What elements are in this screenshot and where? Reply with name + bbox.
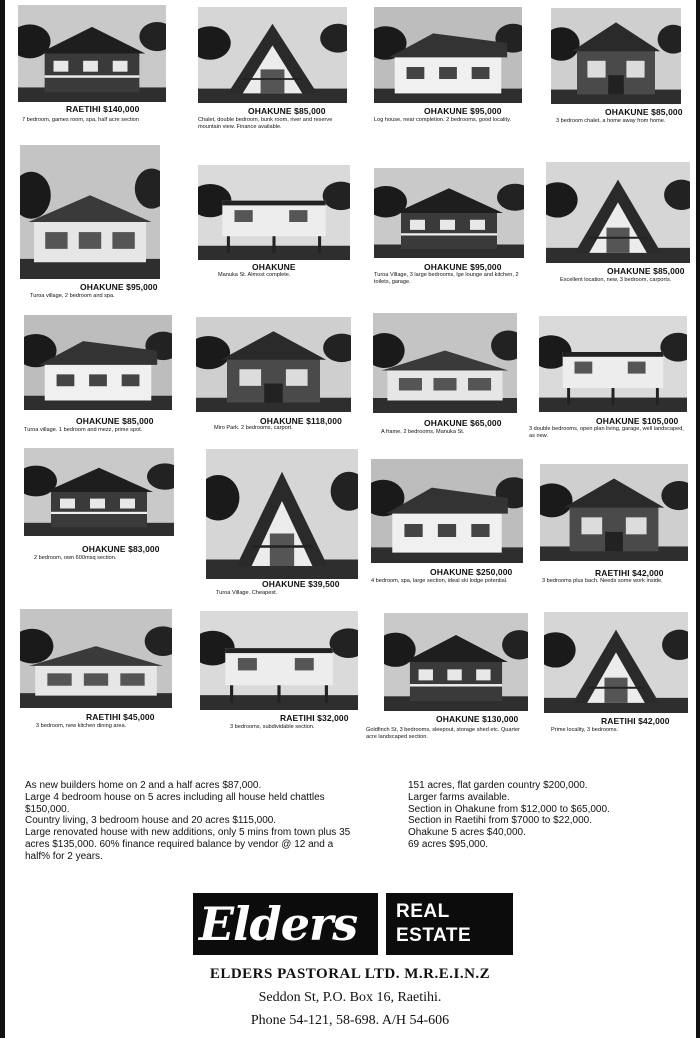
listing-description: Turoa Village, 3 large bedrooms, lge lounge and kitchen, 2 toilets, garage. (374, 272, 519, 286)
listing-description: Turoa village, 2 bedroom and spa. (30, 293, 115, 299)
summary-left (25, 780, 380, 863)
listing-title: OHAKUNE $130,000 (436, 714, 519, 724)
listing-title: OHAKUNE $85,000 (605, 107, 683, 117)
listing-description: 7 bedroom, games room, spa, half acre section (22, 117, 139, 123)
summary-line: Section in Raetihi from $7000 to $22,000. (408, 815, 593, 827)
summary-line: As new builders home on 2 and a half acres $87,000. (25, 780, 262, 791)
house-photo (20, 609, 172, 708)
summary-line: Country living, 3 bedroom house and 20 acres $115,000. (25, 815, 277, 827)
company-phone: Phone 54-121, 58-698. A/H 54-606 (250, 1013, 450, 1028)
summary-line: Ohakune 5 acres $40,000. (408, 827, 526, 839)
company-name: ELDERS PASTORAL LTD. M.R.E.I.N.Z (209, 966, 491, 982)
listing-title: OHAKUNE (252, 262, 296, 272)
listing-title: OHAKUNE $95,000 (424, 106, 502, 116)
house-photo (551, 8, 681, 104)
house-photo (540, 464, 688, 561)
summary-line: $150,000. (25, 803, 70, 815)
house-photo (198, 7, 347, 103)
page-border-right (696, 0, 700, 1038)
listing-description: 4 bedroom, spa, large section, ideal ski lodge potential. (371, 578, 508, 584)
listing-description: A frame, 2 bedrooms, Manuka St. (381, 429, 465, 435)
listing-description: 3 bedroom chalet, a home away from home. (556, 118, 666, 124)
listing-title: OHAKUNE $85,000 (607, 266, 685, 276)
house-photo (539, 316, 687, 412)
listing-title: OHAKUNE $65,000 (424, 418, 502, 428)
logo-word-panel (386, 893, 513, 955)
listing-description: 3 double bedrooms, open plan living, garage, well landscaped, as new. (529, 426, 684, 440)
house-photo (20, 145, 160, 279)
listing-description: 2 bedroom, own 600msq section. (34, 555, 117, 561)
listing-title: OHAKUNE $39,500 (262, 579, 340, 589)
house-photo (384, 613, 528, 711)
house-photo (196, 317, 351, 412)
listing-description: Turoa village. 1 bedroom and mezz, prime spot. (24, 427, 143, 433)
page-border-left (0, 0, 5, 1038)
listing-title: OHAKUNE $105,000 (596, 416, 679, 426)
summary-line: Large 4 bedroom house on 5 acres including all house held chattles (25, 791, 325, 803)
listing-description: Prime locality, 3 bedrooms. (551, 727, 619, 733)
house-photo (198, 165, 350, 260)
house-photo (374, 7, 522, 103)
house-photo (18, 5, 166, 102)
summary-line: acres $135,000. 60% finance required balance by vendor @ 12 and a (25, 838, 334, 850)
logo-script-text: Elders (199, 897, 358, 951)
house-photo (24, 448, 174, 536)
summary-line: Larger farms available. (408, 791, 510, 803)
house-photo (373, 313, 517, 413)
house-photo (371, 459, 523, 563)
logo-word-estate: ESTATE (396, 925, 472, 946)
listing-description: 3 bedrooms plus bach. Needs some work inside. (542, 578, 663, 584)
listing-title: RAETIHI $140,000 (66, 104, 140, 114)
listing-title: RAETIHI $45,000 (86, 712, 155, 722)
logo-word-real: REAL (396, 901, 450, 922)
listing-title: OHAKUNE $85,000 (76, 416, 154, 426)
listing-description: Log house, near completion. 2 bedrooms, good locality. (374, 117, 512, 123)
house-photo (546, 162, 690, 263)
listing-description: Manuka St. Almost complete. (218, 272, 291, 278)
listing-description: 3 bedroom, new kitchen dining area. (36, 723, 127, 729)
listing-description: Chalet, double bedroom, bunk room, river and reserve mountain view. Finance available. (198, 117, 333, 131)
listing-description: 3 bedrooms, subdividable section. (230, 724, 315, 730)
house-photo (206, 449, 358, 579)
elders-logo (193, 893, 513, 955)
listing-title: OHAKUNE $118,000 (260, 416, 342, 426)
summary-right (408, 780, 678, 851)
listing-description: Excellent location, new, 3 bedroom, carports. (560, 277, 672, 283)
summary-line: Section in Ohakune from $12,000 to $65,000. (408, 803, 610, 815)
logo-script-panel (193, 893, 378, 955)
summary-line: 151 acres, flat garden country $200,000. (408, 780, 588, 791)
summary-line: 69 acres $95,000. (408, 838, 489, 850)
house-photo (374, 168, 524, 258)
house-photo (544, 612, 688, 713)
listing-title: OHAKUNE $250,000 (430, 567, 513, 577)
listing-title: RAETIHI $42,000 (601, 716, 670, 726)
listing-title: OHAKUNE $83,000 (82, 544, 160, 554)
summary-line: Large renovated house with new additions, only 5 mins from town plus 35 (25, 827, 351, 839)
house-photo (200, 611, 358, 710)
listing-description: Turoa Village. Cheapest. (216, 590, 278, 596)
listing-title: OHAKUNE $85,000 (248, 106, 326, 116)
listing-title: OHAKUNE $95,000 (80, 282, 158, 292)
house-photo (24, 315, 172, 410)
summary-line: half% for 2 years. (25, 850, 103, 862)
company-address: Seddon St, P.O. Box 16, Raetihi. (258, 990, 442, 1005)
listing-title: RAETIHI $42,000 (595, 568, 664, 578)
listing-description: Goldfinch St, 3 bedrooms, sleepout, storage shed etc. Quarter acre landscaped section. (366, 727, 520, 741)
listing-description: Miro Park. 2 bedrooms, carport. (214, 425, 293, 431)
listing-title: OHAKUNE $95,000 (424, 262, 502, 272)
listing-title: RAETIHI $32,000 (280, 713, 349, 723)
